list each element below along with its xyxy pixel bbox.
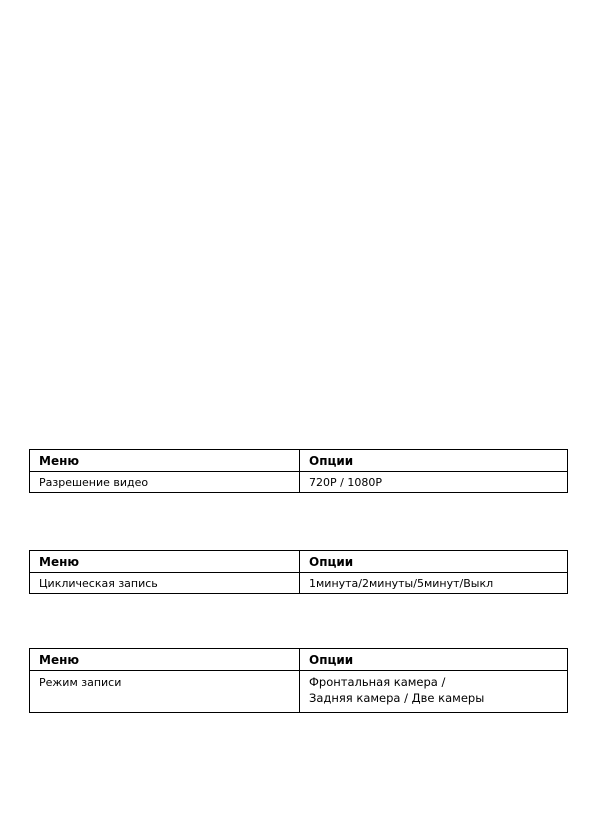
options-line-2: Задняя камера / Две камеры xyxy=(309,691,485,705)
menu-header: Меню xyxy=(30,551,300,573)
options-header: Опции xyxy=(300,649,568,671)
menu-header: Меню xyxy=(30,649,300,671)
recording-mode-table xyxy=(29,648,568,713)
options-cell: 1минута/2минуты/5минут/Выкл xyxy=(300,573,568,594)
menu-header: Меню xyxy=(30,450,300,472)
options-line-1: Фронтальная камера / xyxy=(309,675,446,689)
options-header: Опции xyxy=(300,551,568,573)
menu-cell: Режим записи xyxy=(30,671,300,713)
options-cell xyxy=(300,671,568,713)
loop-recording-table xyxy=(29,550,568,594)
table-header-row xyxy=(30,649,568,671)
table-header-row xyxy=(30,551,568,573)
menu-cell: Разрешение видео xyxy=(30,472,300,493)
video-resolution-table xyxy=(29,449,568,493)
table-row xyxy=(30,472,568,493)
options-cell: 720P / 1080P xyxy=(300,472,568,493)
options-header: Опции xyxy=(300,450,568,472)
table-row xyxy=(30,573,568,594)
menu-cell: Циклическая запись xyxy=(30,573,300,594)
table-row xyxy=(30,671,568,713)
table-header-row xyxy=(30,450,568,472)
